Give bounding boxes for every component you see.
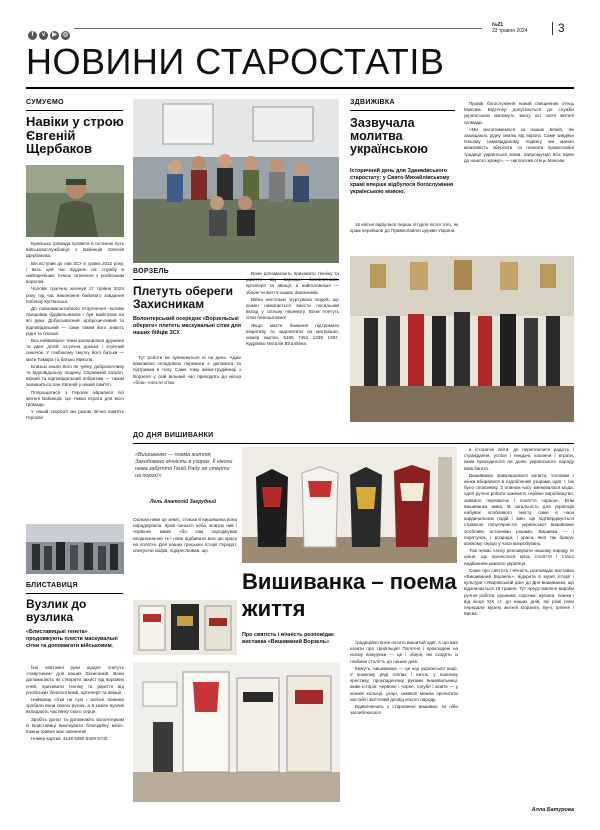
section-label-blystavytsia: БЛИСТАВИЦЯ <box>26 582 78 589</box>
issue-number: №21 <box>492 22 504 28</box>
title-rule <box>26 87 574 89</box>
paragraph: У нашій скорботі ми разом. Вічна пам'ять Героєві! <box>26 409 124 421</box>
section-rule <box>26 593 123 594</box>
paragraph: Без неймовірно тяжкі залишилася дружина та двоє дітей: 12-річна донька і 4-річний синочок. У глибокому смутку його батьки — мати Тамара та батько Микола. <box>26 338 124 362</box>
article-lead: Історичний день для Здвижівського старостату: у Свято-Михайлівському храмі вперше відбулося богослужіння українською мовою. <box>350 168 454 195</box>
paragraph: Він вступив до лав ЗСУ в травні 2022 року, і весь цей час віддано ніс службу в найгарячіших точках зіткнення з російським ворогом. <box>26 260 124 285</box>
paragraph: Номер картки: 4149 6090 5329 8740. <box>31 736 109 742</box>
paragraph: Чоловік трагічно загинув 17 травня 2024 року під час виконання бойового завдання поблизу Куп'янська. <box>26 286 124 304</box>
facebook-icon[interactable]: f <box>28 31 37 40</box>
soldier-photo <box>26 165 124 237</box>
article-body <box>26 241 124 423</box>
church-photo <box>350 256 574 422</box>
article-body-col1 <box>133 517 237 555</box>
paragraph: Саме про святість і вічність розповідає виставка «Вишиваний Ворзель», відкрита в музеї історії і культури «Уваровський дім» до Дня вишиванки, що відзначається 16 травня. Тут представлено вироби ручної роботи: рушники, сорочки, жупани, тканки і від кінця XIX ст. до наших днів, які різні роки передали музею жителі Ворзеля, Бучі, Ірпеня і Києва. <box>464 567 574 617</box>
section-label-vorzel: ВОРЗЕЛЬ <box>133 268 169 275</box>
article-body-col2 <box>350 640 458 717</box>
masthead-top-rule <box>74 28 482 29</box>
exhibition-photo-small <box>133 600 237 655</box>
paragraph: Вони допомагають приховати техніку та укриття від ворожих безпілотників, артилерії та авіації, а найголовніше — зберегти життя наших Захисників. <box>246 271 339 295</box>
paragraph: Скільки ниве це землі, стільки й вишиванка вона народжувала. Край синього неба, жовтих нив і червоніх маків «бо сам породжував неоднозначне тк і нове відбивати всю цю красу на полотні. Для наших грецьких історії Геродот, описуючи скіфів, підкреслював, що <box>133 517 237 554</box>
article-body-col2 <box>246 271 339 348</box>
article-body <box>26 665 124 743</box>
paragraph: Провів богослужіння новий священник отець Максим. Відтепер допускається до служби українською матимуть змогу всі охочі жителі громади. <box>464 101 574 125</box>
article-lead: Волонтерський осередок «Ворзельські обереги» плететь маскувальні сітки для наших бійців ЗСУ. <box>133 316 241 336</box>
article-headline: Вузлик до вузлика <box>26 597 87 624</box>
paragraph: Тут роботи не зупиняються ні на день. Адже важливою складовою перемоги є допомога та підтримка в тилу. Саме тому жінки-трудівниці з Ворзеля у свій вільний час приходять до місця «бою» плести сітки. <box>133 355 241 385</box>
youtube-icon[interactable]: ▶ <box>50 31 59 40</box>
epigraph-quote: «Вишиванко — поема життя, Закодовано вічність в узорах. Її ніколи нема забуття Геній Раду не стерти на порох!» <box>135 452 233 479</box>
section-label-zdvyzhivka: ЗДВИЖІВКА <box>350 99 395 106</box>
instagram-icon[interactable]: ◎ <box>62 32 69 38</box>
paragraph: в історичні світи, де переплелися радість і страждання, успіхи і невдачі, кохання і втрати, яким приходилося на долю українського народу віків багато. <box>464 447 574 471</box>
section-label-sumuieve: СУМУЄМО <box>26 99 64 106</box>
article-lead: «Блиставицькі тенета» продовжують плести маскувальні сітки та допомагати військовим. <box>26 629 118 649</box>
page-title: НОВИНИ СТАРОСТАТІВ <box>26 41 445 82</box>
volunteers-photo <box>133 99 339 263</box>
social-icons <box>28 23 72 41</box>
feature-subtitle: Про святість і вічність розповідає виставка «Вишиваний Ворзель» <box>242 632 335 645</box>
issue-info <box>492 22 552 34</box>
article-author: Алла Батурова <box>531 807 574 813</box>
article-headline: Плетуть обереги Захисникам <box>133 284 233 311</box>
paragraph: Кажуть, вишиванка — це код української нації. У кожному ряді гоплих і ниток, у кожному хрестику, прокладеному руками вишивальниці, живе історія: червоне і чорне, голубе і жовте — у кожній кольорі, узорі, символі можна прочитати настрій і життєвий досвід всього народу. <box>350 665 458 702</box>
paragraph: традиційно вони носять вишитий одяг. А що вже казати про трипільців! Полотно і прокладені на ньому візерунки — це і оберіг, які сходять із глибини столітть до наших днів. <box>350 640 458 664</box>
paragraph: Вдивляючись у старовинні вишивки, ти ніби заглиблюєшся <box>350 704 458 716</box>
section-rule <box>26 110 123 111</box>
article-headline: Навіки у строю Євгеній Щербаков <box>26 114 124 157</box>
article-body-col1 <box>133 355 241 387</box>
issue-date: 23 травня 2024 <box>492 28 528 34</box>
epigraph-author: Лель Анатолій Загрудний <box>150 499 217 505</box>
paragraph: 16 квітня відбулася перша літургія після того, як храм перейшов до Православної церкви України. <box>350 222 458 234</box>
section-label-vyshyvanka: ДО ДНЯ ВИШИВАНКИ <box>133 432 214 439</box>
issue-divider <box>552 22 553 35</box>
funeral-photo <box>26 524 124 574</box>
exhibition-photo-hall <box>133 662 340 802</box>
article-body-col2 <box>464 101 574 165</box>
paragraph: До повномасштабного вторгнення чоловік працював будівельником і був майстром на всі руки. Доброзовісний, доброзичливий та відповідальний — саме таким його знають рідні та близькі. <box>26 306 124 336</box>
article-body-col3 <box>464 447 574 618</box>
paragraph: Їхні невтомні руки щодня плетуть «павутинки» для наших Захисників. Вони допомагають їм створити захист від ворожих очей, приховати техніку та укриття від російських безпілотників, артилерії та авіації. <box>26 665 124 695</box>
page-number: 3 <box>558 21 565 35</box>
feature-headline: Вишиванка – поема життя <box>242 569 457 621</box>
paragraph: Попрощатися з Героєм зібралися всі жителі Бабинців. Це тяжка втрата для всієї громади. <box>26 389 124 408</box>
paragraph: Вишиванки прикрашалися калити, чоловіки і жінки вбиралися в оздоблений узорами одяг. І так було споконвіку. З плином часу змінювалася мода, одягі ручної роботи замінило серійне виробництво, заявило перевагою і поняття «краси». Втім вишиванка жива. В загальність для українців набуває особливого змісту саме в часи кардинальних подій і змін. Це підтверджується стрімкою популярністю української вишиванки особливо останніми роками. Вишивка — і порятунок, і розрада, і краса, якої так бракує кожному серцю у часи випробувань. <box>464 472 574 547</box>
paragraph: «Ми молитимемося за наших воїнів, які захищають рідну землю від ворога. Саме завдяки їхньому самовідданому подвигу ми маємо можливість зберігати та плекати православні традиції української мови. Запрошуємо всіх вірян до нашого храму», — наголосив отець Максим. <box>464 126 574 163</box>
paragraph: Буківська громада провела в останню путь військовослужбовця з Бабинців Євгенія Щербакова. <box>26 241 124 259</box>
section-rule <box>133 443 574 444</box>
section-rule <box>350 110 455 111</box>
viber-icon[interactable]: v <box>39 31 48 40</box>
paragraph: Тож немає сенсу реклакувати нашому народу те цінне, що проніслося крізь століття і стало надбанням кожного українця. <box>464 548 574 566</box>
paragraph: Якщо маєте бажання підтримати ініціативу та задонатити на матеріали, номер картки: 5168 7451 1336 1387, Кудрявко Наталія Віталіївна. <box>246 322 339 347</box>
paragraph: Зробіть донат та допоможіть волонтеркам із Блиставиці виконувати благодійну місію. Кожна гривня має значення! <box>26 716 124 735</box>
article-body <box>350 222 458 235</box>
paragraph: Війна настільки згуртувала людей, що кожен намагається внести посильний вклад у спільну перемогу. Вони плетуть сітки безкоштовно! <box>246 296 339 321</box>
paragraph: Найкращі сітки на сухі і залізні тканини зробили вони своєю рукою, а в кожен вузлик вкладають частинку свого серця. <box>26 697 124 715</box>
article-headline: Зазвучала молитва українською <box>350 116 428 157</box>
paragraph: Близькі знали його як чуйну, доброзичливу та відповідальну людину. Справжній патріот, вірний та відповідальний побратим — таким залишиться пан Євгеній у нашій пам'яті. <box>26 363 124 388</box>
exhibition-photo-main <box>242 447 457 563</box>
